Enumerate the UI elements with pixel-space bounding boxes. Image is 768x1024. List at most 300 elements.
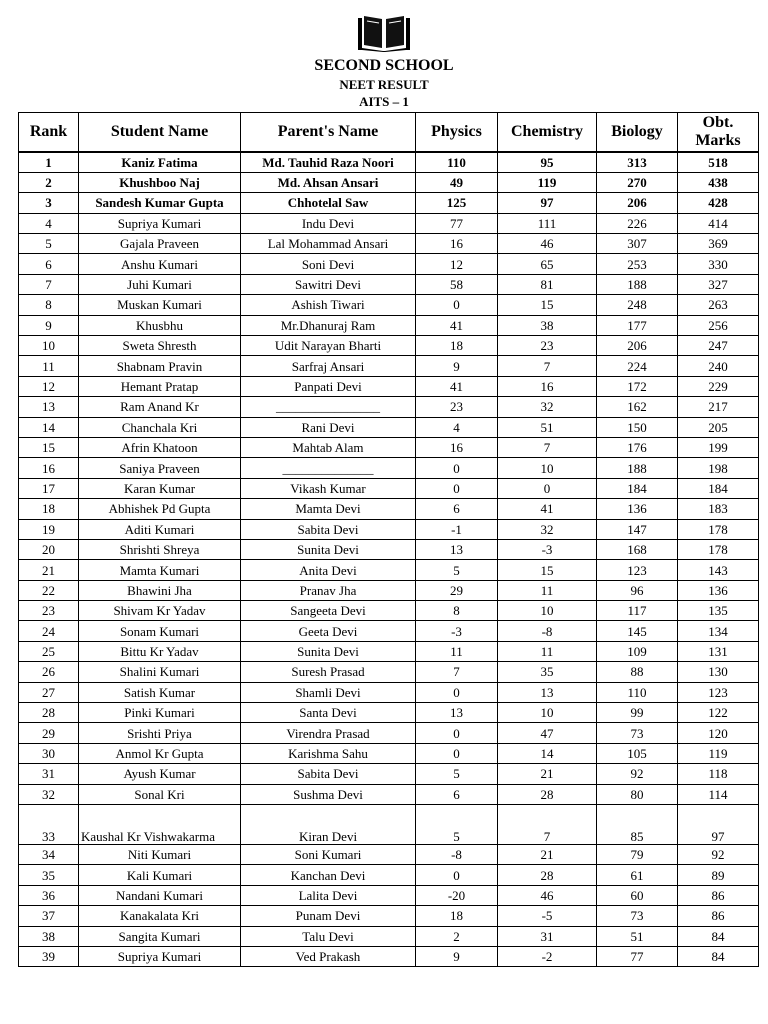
- cell-physics: 41: [416, 315, 498, 335]
- cell-rank: 24: [19, 621, 79, 641]
- column-header-obt-marks: Obt. Marks: [678, 113, 759, 153]
- result-table: [18, 112, 759, 967]
- cell-rank: 33: [19, 805, 79, 845]
- table-row: [19, 478, 759, 498]
- cell-obt-marks: 89: [678, 865, 759, 885]
- cell-chemistry: 15: [498, 560, 597, 580]
- cell-chemistry: 32: [498, 397, 597, 417]
- cell-parent-name: Vikash Kumar: [241, 478, 416, 498]
- cell-obt-marks: 240: [678, 356, 759, 376]
- cell-biology: 85: [597, 805, 678, 845]
- cell-biology: 162: [597, 397, 678, 417]
- cell-student-name: Shalini Kumari: [79, 662, 241, 682]
- cell-chemistry: 47: [498, 723, 597, 743]
- cell-rank: 31: [19, 764, 79, 784]
- cell-rank: 16: [19, 458, 79, 478]
- cell-rank: 6: [19, 254, 79, 274]
- cell-obt-marks: 86: [678, 906, 759, 926]
- cell-rank: 28: [19, 703, 79, 723]
- school-name: SECOND SCHOOL: [314, 57, 454, 74]
- cell-rank: 34: [19, 845, 79, 865]
- cell-physics: 29: [416, 580, 498, 600]
- table-row: [19, 662, 759, 682]
- cell-student-name: Srishti Priya: [79, 723, 241, 743]
- cell-rank: 11: [19, 356, 79, 376]
- cell-student-name: Anshu Kumari: [79, 254, 241, 274]
- cell-parent-name: Mamta Devi: [241, 499, 416, 519]
- table-row: [19, 234, 759, 254]
- cell-obt-marks: 143: [678, 560, 759, 580]
- cell-physics: 8: [416, 601, 498, 621]
- cell-student-name: Shabnam Pravin: [79, 356, 241, 376]
- cell-biology: 136: [597, 499, 678, 519]
- cell-biology: 188: [597, 274, 678, 294]
- cell-chemistry: 28: [498, 784, 597, 804]
- cell-physics: 6: [416, 499, 498, 519]
- cell-rank: 18: [19, 499, 79, 519]
- cell-physics: 0: [416, 723, 498, 743]
- cell-obt-marks: 123: [678, 682, 759, 702]
- table-row: [19, 805, 759, 845]
- cell-physics: -3: [416, 621, 498, 641]
- cell-parent-name: Lalita Devi: [241, 885, 416, 905]
- table-row: [19, 376, 759, 396]
- cell-student-name: Bittu Kr Yadav: [79, 641, 241, 661]
- cell-biology: 147: [597, 519, 678, 539]
- cell-biology: 123: [597, 560, 678, 580]
- cell-obt-marks: 97: [678, 805, 759, 845]
- open-book-icon: [356, 12, 412, 52]
- cell-obt-marks: 135: [678, 601, 759, 621]
- cell-physics: 9: [416, 356, 498, 376]
- cell-physics: 11: [416, 641, 498, 661]
- table-row: [19, 193, 759, 213]
- cell-rank: 26: [19, 662, 79, 682]
- cell-rank: 13: [19, 397, 79, 417]
- cell-chemistry: 46: [498, 885, 597, 905]
- table-row: [19, 254, 759, 274]
- cell-chemistry: -2: [498, 946, 597, 966]
- cell-biology: 150: [597, 417, 678, 437]
- cell-physics: 16: [416, 437, 498, 457]
- cell-biology: 313: [597, 152, 678, 172]
- cell-biology: 79: [597, 845, 678, 865]
- cell-parent-name: Sushma Devi: [241, 784, 416, 804]
- cell-parent-name: Suresh Prasad: [241, 662, 416, 682]
- cell-physics: 49: [416, 172, 498, 192]
- cell-chemistry: 111: [498, 213, 597, 233]
- cell-student-name: Abhishek Pd Gupta: [79, 499, 241, 519]
- cell-biology: 188: [597, 458, 678, 478]
- cell-student-name: Mamta Kumari: [79, 560, 241, 580]
- cell-physics: 41: [416, 376, 498, 396]
- cell-physics: 5: [416, 764, 498, 784]
- cell-obt-marks: 84: [678, 926, 759, 946]
- cell-obt-marks: 217: [678, 397, 759, 417]
- cell-student-name: Chanchala Kri: [79, 417, 241, 437]
- cell-parent-name: Chhotelal Saw: [241, 193, 416, 213]
- cell-student-name: Kaushal Kr Vishwakarma: [79, 805, 241, 845]
- cell-chemistry: 7: [498, 437, 597, 457]
- cell-obt-marks: 92: [678, 845, 759, 865]
- cell-obt-marks: 518: [678, 152, 759, 172]
- cell-physics: 0: [416, 743, 498, 763]
- cell-parent-name: Karishma Sahu: [241, 743, 416, 763]
- cell-chemistry: -8: [498, 621, 597, 641]
- cell-student-name: Supriya Kumari: [79, 946, 241, 966]
- cell-chemistry: 51: [498, 417, 597, 437]
- cell-physics: 0: [416, 478, 498, 498]
- cell-biology: 177: [597, 315, 678, 335]
- cell-student-name: Afrin Khatoon: [79, 437, 241, 457]
- cell-rank: 2: [19, 172, 79, 192]
- cell-obt-marks: 327: [678, 274, 759, 294]
- table-row: [19, 560, 759, 580]
- table-row: [19, 458, 759, 478]
- column-header-student-name: Student Name: [79, 113, 241, 153]
- table-row: [19, 926, 759, 946]
- cell-rank: 21: [19, 560, 79, 580]
- cell-obt-marks: 198: [678, 458, 759, 478]
- cell-parent-name: Sarfraj Ansari: [241, 356, 416, 376]
- cell-student-name: Khushboo Naj: [79, 172, 241, 192]
- cell-student-name: Bhawini Jha: [79, 580, 241, 600]
- cell-parent-name: ______________: [241, 458, 416, 478]
- cell-chemistry: 31: [498, 926, 597, 946]
- cell-chemistry: 65: [498, 254, 597, 274]
- cell-parent-name: Soni Kumari: [241, 845, 416, 865]
- cell-physics: 16: [416, 234, 498, 254]
- cell-biology: 73: [597, 906, 678, 926]
- table-row: [19, 295, 759, 315]
- table-row: [19, 865, 759, 885]
- cell-biology: 51: [597, 926, 678, 946]
- table-row: [19, 621, 759, 641]
- table-row: [19, 437, 759, 457]
- table-row: [19, 499, 759, 519]
- cell-biology: 206: [597, 336, 678, 356]
- column-header-parent-name: Parent's Name: [241, 113, 416, 153]
- cell-rank: 37: [19, 906, 79, 926]
- table-row: [19, 397, 759, 417]
- cell-physics: 9: [416, 946, 498, 966]
- table-row: [19, 885, 759, 905]
- cell-parent-name: Sunita Devi: [241, 539, 416, 559]
- cell-parent-name: Lal Mohammad Ansari: [241, 234, 416, 254]
- cell-rank: 32: [19, 784, 79, 804]
- cell-student-name: Juhi Kumari: [79, 274, 241, 294]
- cell-obt-marks: 369: [678, 234, 759, 254]
- cell-rank: 20: [19, 539, 79, 559]
- cell-parent-name: Sabita Devi: [241, 764, 416, 784]
- cell-rank: 35: [19, 865, 79, 885]
- cell-obt-marks: 199: [678, 437, 759, 457]
- cell-chemistry: -5: [498, 906, 597, 926]
- cell-obt-marks: 183: [678, 499, 759, 519]
- cell-chemistry: 32: [498, 519, 597, 539]
- cell-obt-marks: 229: [678, 376, 759, 396]
- table-row: [19, 641, 759, 661]
- table-row: [19, 845, 759, 865]
- cell-rank: 30: [19, 743, 79, 763]
- cell-obt-marks: 134: [678, 621, 759, 641]
- cell-obt-marks: 178: [678, 539, 759, 559]
- cell-student-name: Sweta Shresth: [79, 336, 241, 356]
- cell-chemistry: 11: [498, 580, 597, 600]
- cell-rank: 7: [19, 274, 79, 294]
- table-row: [19, 601, 759, 621]
- cell-rank: 4: [19, 213, 79, 233]
- cell-physics: 13: [416, 703, 498, 723]
- cell-biology: 172: [597, 376, 678, 396]
- cell-chemistry: 13: [498, 682, 597, 702]
- cell-chemistry: 21: [498, 845, 597, 865]
- cell-student-name: Shrishti Shreya: [79, 539, 241, 559]
- cell-biology: 307: [597, 234, 678, 254]
- cell-student-name: Sandesh Kumar Gupta: [79, 193, 241, 213]
- cell-parent-name: Shamli Devi: [241, 682, 416, 702]
- cell-physics: 58: [416, 274, 498, 294]
- cell-biology: 226: [597, 213, 678, 233]
- cell-student-name: Sonal Kri: [79, 784, 241, 804]
- cell-parent-name: Udit Narayan Bharti: [241, 336, 416, 356]
- cell-biology: 253: [597, 254, 678, 274]
- cell-biology: 92: [597, 764, 678, 784]
- cell-chemistry: 0: [498, 478, 597, 498]
- cell-student-name: Saniya Praveen: [79, 458, 241, 478]
- cell-biology: 176: [597, 437, 678, 457]
- cell-chemistry: 10: [498, 458, 597, 478]
- table-row: [19, 946, 759, 966]
- cell-biology: 206: [597, 193, 678, 213]
- cell-obt-marks: 428: [678, 193, 759, 213]
- cell-chemistry: 10: [498, 703, 597, 723]
- cell-biology: 117: [597, 601, 678, 621]
- cell-physics: 13: [416, 539, 498, 559]
- cell-biology: 60: [597, 885, 678, 905]
- cell-obt-marks: 84: [678, 946, 759, 966]
- cell-rank: 1: [19, 152, 79, 172]
- cell-parent-name: Sangeeta Devi: [241, 601, 416, 621]
- cell-biology: 109: [597, 641, 678, 661]
- cell-parent-name: Pranav Jha: [241, 580, 416, 600]
- cell-parent-name: Mr.Dhanuraj Ram: [241, 315, 416, 335]
- cell-biology: 270: [597, 172, 678, 192]
- table-row: [19, 336, 759, 356]
- cell-chemistry: 7: [498, 356, 597, 376]
- cell-student-name: Sonam Kumari: [79, 621, 241, 641]
- cell-physics: 4: [416, 417, 498, 437]
- cell-biology: 224: [597, 356, 678, 376]
- table-row: [19, 539, 759, 559]
- cell-obt-marks: 263: [678, 295, 759, 315]
- cell-parent-name: Indu Devi: [241, 213, 416, 233]
- table-row: [19, 152, 759, 172]
- cell-rank: 23: [19, 601, 79, 621]
- cell-biology: 88: [597, 662, 678, 682]
- cell-physics: 18: [416, 336, 498, 356]
- exam-name: AITS – 1: [359, 94, 409, 109]
- cell-rank: 15: [19, 437, 79, 457]
- cell-biology: 110: [597, 682, 678, 702]
- cell-rank: 8: [19, 295, 79, 315]
- cell-student-name: Ram Anand Kr: [79, 397, 241, 417]
- column-header-rank: Rank: [19, 113, 79, 153]
- cell-student-name: Niti Kumari: [79, 845, 241, 865]
- cell-rank: 5: [19, 234, 79, 254]
- cell-parent-name: Sabita Devi: [241, 519, 416, 539]
- table-row: [19, 213, 759, 233]
- cell-biology: 99: [597, 703, 678, 723]
- cell-obt-marks: 120: [678, 723, 759, 743]
- table-row: [19, 172, 759, 192]
- cell-rank: 22: [19, 580, 79, 600]
- cell-parent-name: Soni Devi: [241, 254, 416, 274]
- cell-physics: 18: [416, 906, 498, 926]
- cell-parent-name: ________________: [241, 397, 416, 417]
- table-row: [19, 682, 759, 702]
- cell-physics: -1: [416, 519, 498, 539]
- cell-parent-name: Virendra Prasad: [241, 723, 416, 743]
- cell-chemistry: 11: [498, 641, 597, 661]
- cell-student-name: Karan Kumar: [79, 478, 241, 498]
- cell-obt-marks: 205: [678, 417, 759, 437]
- cell-biology: 73: [597, 723, 678, 743]
- cell-parent-name: Md. Ahsan Ansari: [241, 172, 416, 192]
- table-row: [19, 906, 759, 926]
- cell-rank: 19: [19, 519, 79, 539]
- cell-rank: 29: [19, 723, 79, 743]
- cell-obt-marks: 178: [678, 519, 759, 539]
- cell-student-name: Aditi Kumari: [79, 519, 241, 539]
- cell-rank: 10: [19, 336, 79, 356]
- cell-student-name: Khusbhu: [79, 315, 241, 335]
- cell-student-name: Pinki Kumari: [79, 703, 241, 723]
- table-row: [19, 723, 759, 743]
- table-row: [19, 743, 759, 763]
- column-header-physics: Physics: [416, 113, 498, 153]
- cell-parent-name: Anita Devi: [241, 560, 416, 580]
- cell-parent-name: Ashish Tiwari: [241, 295, 416, 315]
- cell-physics: 125: [416, 193, 498, 213]
- cell-chemistry: 46: [498, 234, 597, 254]
- cell-obt-marks: 256: [678, 315, 759, 335]
- cell-obt-marks: 114: [678, 784, 759, 804]
- table-row: [19, 417, 759, 437]
- cell-chemistry: 95: [498, 152, 597, 172]
- cell-obt-marks: 118: [678, 764, 759, 784]
- cell-chemistry: 16: [498, 376, 597, 396]
- cell-chemistry: 21: [498, 764, 597, 784]
- cell-parent-name: Kanchan Devi: [241, 865, 416, 885]
- cell-parent-name: Mahtab Alam: [241, 437, 416, 457]
- cell-obt-marks: 247: [678, 336, 759, 356]
- cell-biology: 248: [597, 295, 678, 315]
- cell-biology: 105: [597, 743, 678, 763]
- cell-physics: 110: [416, 152, 498, 172]
- cell-student-name: Anmol Kr Gupta: [79, 743, 241, 763]
- cell-physics: 5: [416, 560, 498, 580]
- cell-obt-marks: 131: [678, 641, 759, 661]
- cell-obt-marks: 119: [678, 743, 759, 763]
- table-row: [19, 315, 759, 335]
- cell-obt-marks: 184: [678, 478, 759, 498]
- cell-parent-name: Ved Prakash: [241, 946, 416, 966]
- cell-physics: 7: [416, 662, 498, 682]
- cell-rank: 38: [19, 926, 79, 946]
- cell-student-name: Sangita Kumari: [79, 926, 241, 946]
- cell-rank: 12: [19, 376, 79, 396]
- cell-student-name: Gajala Praveen: [79, 234, 241, 254]
- cell-physics: -8: [416, 845, 498, 865]
- cell-chemistry: 38: [498, 315, 597, 335]
- cell-obt-marks: 130: [678, 662, 759, 682]
- cell-rank: 25: [19, 641, 79, 661]
- cell-parent-name: Punam Devi: [241, 906, 416, 926]
- cell-obt-marks: 122: [678, 703, 759, 723]
- cell-obt-marks: 438: [678, 172, 759, 192]
- cell-student-name: Kanakalata Kri: [79, 906, 241, 926]
- cell-rank: 17: [19, 478, 79, 498]
- cell-student-name: Supriya Kumari: [79, 213, 241, 233]
- cell-physics: 0: [416, 295, 498, 315]
- cell-biology: 61: [597, 865, 678, 885]
- cell-physics: 12: [416, 254, 498, 274]
- cell-obt-marks: 136: [678, 580, 759, 600]
- cell-physics: 0: [416, 682, 498, 702]
- table-row: [19, 356, 759, 376]
- cell-parent-name: Md. Tauhid Raza Noori: [241, 152, 416, 172]
- cell-student-name: Kali Kumari: [79, 865, 241, 885]
- table-row: [19, 703, 759, 723]
- cell-parent-name: Talu Devi: [241, 926, 416, 946]
- cell-parent-name: Kiran Devi: [241, 805, 416, 845]
- cell-parent-name: Geeta Devi: [241, 621, 416, 641]
- cell-rank: 9: [19, 315, 79, 335]
- cell-student-name: Shivam Kr Yadav: [79, 601, 241, 621]
- cell-rank: 14: [19, 417, 79, 437]
- cell-parent-name: Panpati Devi: [241, 376, 416, 396]
- cell-student-name: Nandani Kumari: [79, 885, 241, 905]
- cell-rank: 3: [19, 193, 79, 213]
- table-row: [19, 519, 759, 539]
- cell-chemistry: 119: [498, 172, 597, 192]
- cell-obt-marks: 330: [678, 254, 759, 274]
- cell-physics: 0: [416, 865, 498, 885]
- cell-chemistry: 81: [498, 274, 597, 294]
- cell-parent-name: Sunita Devi: [241, 641, 416, 661]
- cell-biology: 77: [597, 946, 678, 966]
- cell-biology: 145: [597, 621, 678, 641]
- cell-physics: 23: [416, 397, 498, 417]
- cell-chemistry: 28: [498, 865, 597, 885]
- cell-student-name: Muskan Kumari: [79, 295, 241, 315]
- cell-obt-marks: 414: [678, 213, 759, 233]
- cell-physics: 6: [416, 784, 498, 804]
- cell-parent-name: Sawitri Devi: [241, 274, 416, 294]
- column-header-chemistry: Chemistry: [498, 113, 597, 153]
- cell-biology: 168: [597, 539, 678, 559]
- cell-student-name: Kaniz Fatima: [79, 152, 241, 172]
- cell-obt-marks: 86: [678, 885, 759, 905]
- cell-chemistry: 35: [498, 662, 597, 682]
- cell-physics: 77: [416, 213, 498, 233]
- table-row: [19, 764, 759, 784]
- table-header: [19, 113, 759, 153]
- cell-chemistry: 15: [498, 295, 597, 315]
- cell-rank: 27: [19, 682, 79, 702]
- cell-biology: 96: [597, 580, 678, 600]
